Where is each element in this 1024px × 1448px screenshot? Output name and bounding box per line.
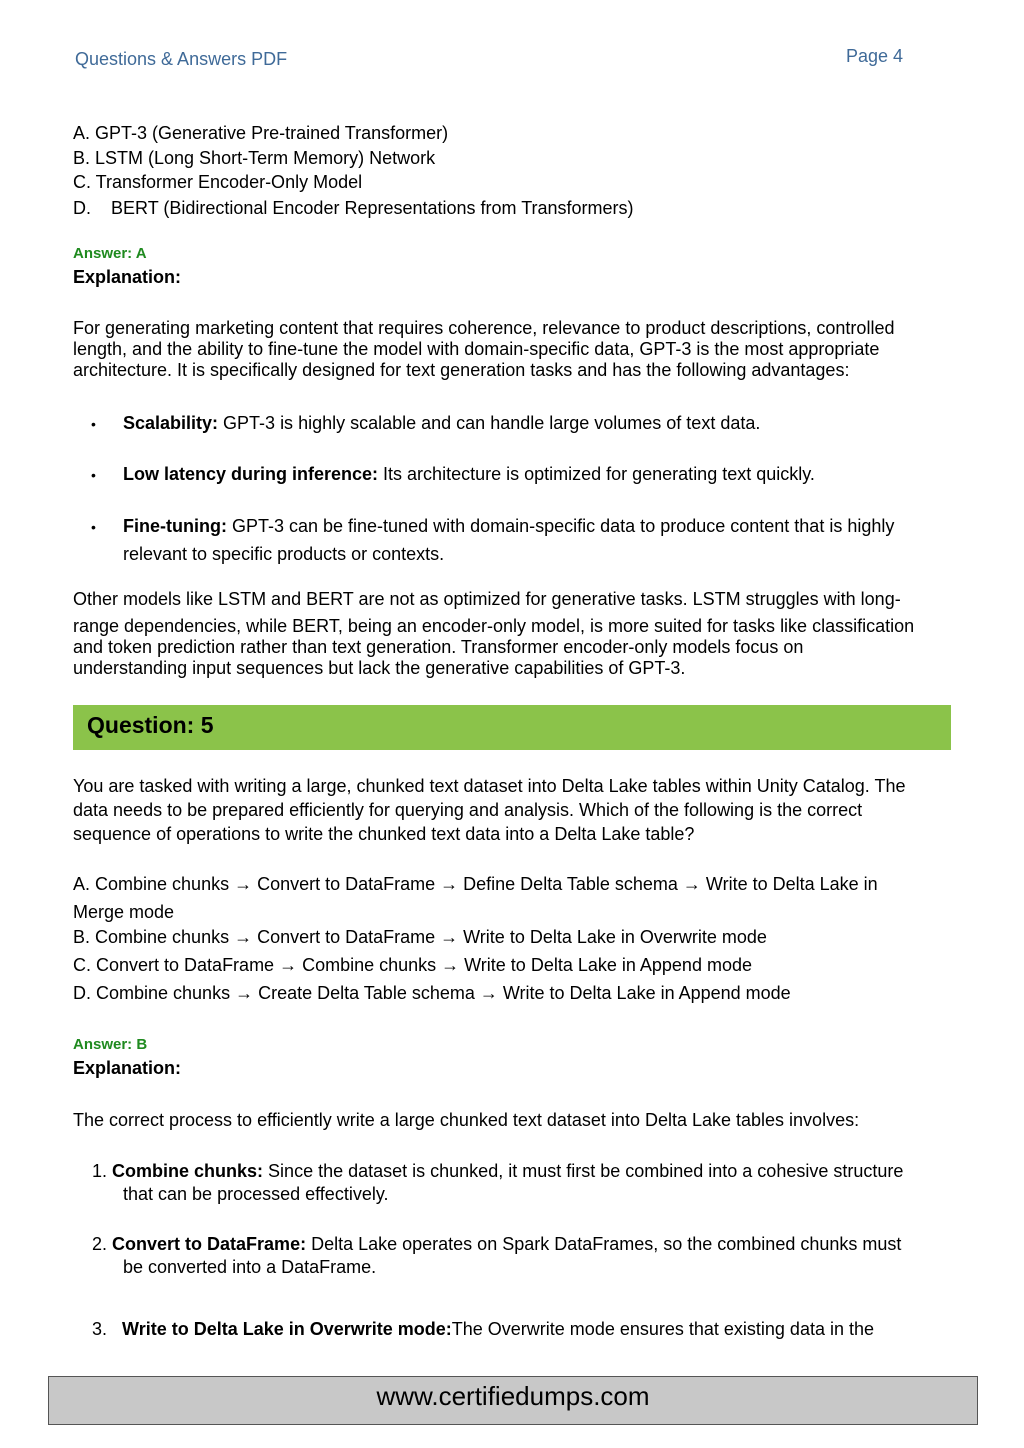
bullet-icon: • <box>91 416 96 432</box>
step-text: The Overwrite mode ensures that existing data in the <box>451 1319 874 1339</box>
question-title: Question: 5 <box>87 712 214 738</box>
q5-stem-line: You are tasked with writing a large, chunked text dataset into Delta Lake tables within Unity Catalog. The <box>73 776 906 796</box>
q4-closing-line-1: Other models like LSTM and BERT are not as optimized for generative tasks. LSTM struggles with long- <box>73 589 901 609</box>
q4-closing-line: and token prediction rather than text generation. Transformer encoder-only models focus on <box>73 637 804 657</box>
step-number: 2. <box>92 1234 108 1254</box>
q5-option-c: C. Convert to DataFrame → Combine chunks → Write to Delta Lake in Append mode <box>73 955 752 975</box>
q5-step-2 <box>92 1233 901 1255</box>
q5-step-3 <box>92 1318 874 1340</box>
page-number: Page 4 <box>846 46 904 66</box>
q4-closing-lines <box>73 616 914 679</box>
q5-step-2-cont: be converted into a DataFrame. <box>123 1257 377 1277</box>
q4-closing-line: range dependencies, while BERT, being an encoder-only model, is more suited for tasks like classification <box>73 616 915 636</box>
step-bold-term: Write to Delta Lake in Overwrite mode: <box>122 1319 452 1339</box>
q4-bullet-latency <box>123 463 815 485</box>
q4-bullet-finetuning-cont: relevant to specific products or contexts. <box>123 544 445 564</box>
q5-option-b: B. Combine chunks → Convert to DataFrame → Write to Delta Lake in Overwrite mode <box>73 927 767 947</box>
q4-intro-line: length, and the ability to fine-tune the model with domain-specific data, GPT-3 is the most appropriate <box>73 339 880 359</box>
q4-bullet-finetuning <box>123 515 894 537</box>
q5-step-1 <box>92 1160 903 1182</box>
step-text: Delta Lake operates on Spark DataFrames, so the combined chunks must <box>306 1234 902 1254</box>
q4-option-b: B. LSTM (Long Short-Term Memory) Network <box>73 148 436 168</box>
step-text: Since the dataset is chunked, it must first be combined into a cohesive structure <box>263 1161 904 1181</box>
q5-stem <box>73 774 905 846</box>
bullet-icon: • <box>91 519 96 535</box>
step-number: 1. <box>92 1161 108 1181</box>
q5-answer: Answer: B <box>73 1036 148 1053</box>
q5-option-a-cont: Merge mode <box>73 902 175 922</box>
q4-answer: Answer: A <box>73 245 147 262</box>
q5-option-a: A. Combine chunks → Convert to DataFrame → Define Delta Table schema → Write to Delta Lake in <box>73 874 878 894</box>
step-bold-term: Combine chunks: <box>112 1161 264 1181</box>
q4-option-a: A. GPT-3 (Generative Pre-trained Transformer) <box>73 123 449 143</box>
question-header-bar <box>73 705 951 750</box>
step-bold-term: Convert to DataFrame: <box>112 1234 307 1254</box>
q4-closing-line: understanding input sequences but lack the generative capabilities of GPT-3. <box>73 658 686 678</box>
bullet-text: GPT-3 is highly scalable and can handle large volumes of text data. <box>218 413 761 433</box>
q4-option-c: C. Transformer Encoder-Only Model <box>73 172 363 192</box>
bullet-text: Its architecture is optimized for generating text quickly. <box>378 464 815 484</box>
q5-stem-line: sequence of operations to write the chunked text data into a Delta Lake table? <box>73 824 695 844</box>
document-header-title: Questions & Answers PDF <box>75 49 288 69</box>
q4-intro-paragraph <box>73 318 894 381</box>
bullet-text: GPT-3 can be fine-tuned with domain-specific data to produce content that is highly <box>226 516 895 536</box>
q4-intro-line: For generating marketing content that requires coherence, relevance to product descriptions, controlled <box>73 318 895 338</box>
step-number: 3. <box>92 1319 108 1339</box>
q5-option-d: D. Combine chunks → Create Delta Table schema → Write to Delta Lake in Append mode <box>73 983 791 1003</box>
q4-option-d: D. BERT (Bidirectional Encoder Representations from Transformers) <box>73 198 634 218</box>
bullet-bold-term: Fine-tuning: <box>123 516 227 536</box>
q4-intro-line: architecture. It is specifically designed for text generation tasks and has the following advantages: <box>73 360 850 380</box>
q5-stem-line: data needs to be prepared efficiently for querying and analysis. Which of the following is the correct <box>73 800 863 820</box>
footer-bar <box>48 1376 978 1425</box>
q5-step-1-cont: that can be processed effectively. <box>123 1184 389 1204</box>
bullet-bold-term: Low latency during inference: <box>123 464 379 484</box>
footer-url-link[interactable]: www.certifiedumps.com <box>376 1381 650 1411</box>
q5-explanation-label: Explanation: <box>73 1058 182 1078</box>
q5-intro: The correct process to efficiently write a large chunked text dataset into Delta Lake tables involves: <box>73 1110 860 1130</box>
q4-explanation-label: Explanation: <box>73 267 182 287</box>
q4-bullet-scalability <box>123 412 760 434</box>
bullet-icon: • <box>91 467 96 483</box>
bullet-bold-term: Scalability: <box>123 413 219 433</box>
